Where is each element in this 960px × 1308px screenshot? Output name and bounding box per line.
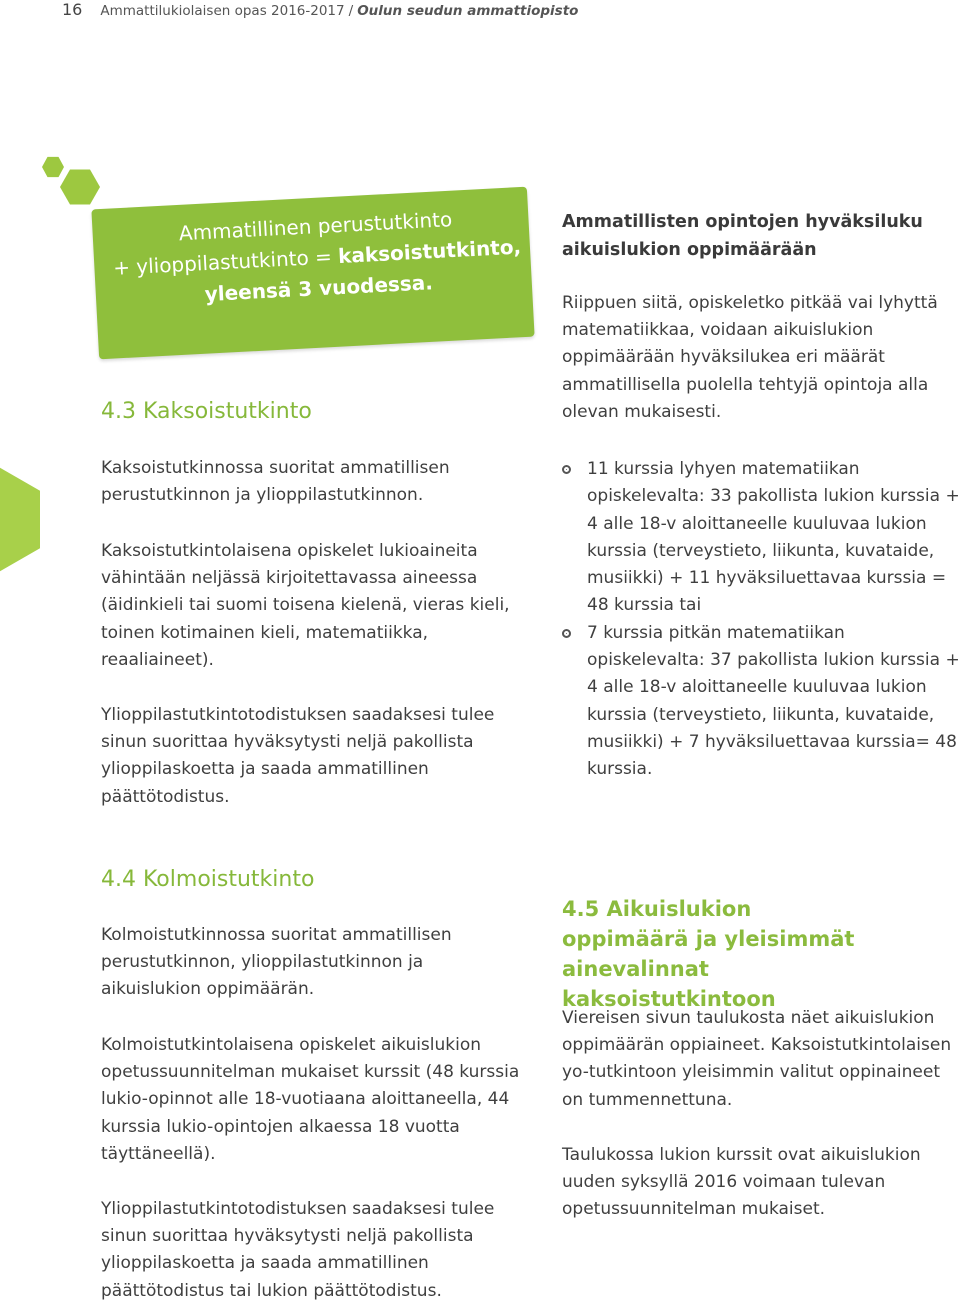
section-4-5-paragraph-1: Viereisen sivun taulukosta näet aikuislukion oppimäärän oppiaineet. Kaksoistutkintolaisen yo-tutkintoon yleisimmin valitut oppinaineet on tummennettuna. <box>562 1008 952 1110</box>
header-separator: / <box>348 3 354 19</box>
section-4-3-paragraph-3: Ylioppilastutkintotodistuksen saadaksesi tulee sinun suorittaa hyväksytysti neljä pakollista ylioppilaskoetta ja saada ammatillinen päättötodistus. <box>101 705 495 807</box>
page-header <box>62 0 578 19</box>
decor-side-hexagon <box>0 462 40 577</box>
section-4-4-paragraph-3: Ylioppilastutkintotodistuksen saadaksesi tulee sinun suorittaa hyväksytysti neljä pakollista ylioppilaskoetta ja saada ammatillinen päättötodistus tai lukion päättötodistus. <box>101 1199 495 1301</box>
decor-hexagon-small <box>42 156 64 178</box>
list-item: 7 kurssia pitkän matematiikan opiskelevalta: 37 pakollista lukion kurssia + 4 alle 18-v aloittaneelle kuuluvaa lukion kurssia (terveystieto, liikunta, kuvataide, musiikki) + 7 hyväksiluettavaa kurssia= 48 kurssia. <box>562 620 960 784</box>
bullet-icon <box>562 465 571 474</box>
section-4-4-heading: 4.4 Kolmoistutkinto <box>101 867 315 892</box>
hyvaksiluku-paragraph: Riippuen siitä, opiskeletko pitkää vai lyhyttä matematiikkaa, voidaan aikuislukion oppimäärään hyväksilukea eri määrät ammatillisella puolella tehtyjä opintoja alla olevan mukaisesti. <box>562 293 938 422</box>
section-4-5-heading: 4.5 Aikuislukion oppimäärä ja yleisimmät ainevalinnat kaksoistutkintoon <box>562 897 855 1011</box>
section-4-5-paragraph-2: Taulukossa lukion kurssit ovat aikuislukion uuden syksyllä 2016 voimaan tulevan opetussuunnitelman mukaiset. <box>562 1145 921 1220</box>
banner-line-3: yleensä 3 vuodessa. <box>204 270 434 307</box>
list-item: 11 kurssia lyhyen matematiikan opiskelevalta: 33 pakollista lukion kurssia + 4 alle 18-v aloittaneelle kuuluvaa lukion kurssia (terveystieto, liikunta, kuvataide, musiikki) + 11 hyväksiluettavaa kurssia = 48 kurssia tai <box>562 456 960 620</box>
decor-hexagon-medium <box>60 168 100 206</box>
page-number: 16 <box>62 0 83 19</box>
hyvaksiluku-bullet-list <box>562 456 960 784</box>
section-4-4-paragraph-1: Kolmoistutkinnossa suoritat ammatillisen perustutkinnon, ylioppilastutkinnon ja aikuislukion oppimäärän. <box>101 925 452 1000</box>
bullet-icon <box>562 629 571 638</box>
banner-line-2: + ylioppilastutkinto = kaksoistutkinto, <box>112 234 522 280</box>
section-4-3-heading: 4.3 Kaksoistutkinto <box>101 399 312 424</box>
section-4-3-paragraph-1: Kaksoistutkinnossa suoritat ammatillisen perustutkinnon ja ylioppilastutkinnon. <box>101 458 450 506</box>
section-4-4-paragraph-2: Kolmoistutkintolaisena opiskelet aikuislukion opetussuunnitelman mukaiset kurssit (48 kurssia lukio-opinnot alle 18-vuotiaana aloittaneella, 44 kurssia lukio-opintojen alkaessa 18 vuotta täyttäneellä). <box>101 1035 520 1164</box>
hyvaksiluku-heading: Ammatillisten opintojen hyväksiluku aikuislukion oppimäärään <box>562 212 923 260</box>
section-4-3-paragraph-2: Kaksoistutkintolaisena opiskelet lukioaineita vähintään neljässä kirjoitettavassa aineessa (äidinkieli tai suomi toisena kielenä, vieras kieli, toinen kotimainen kieli, matematiikka, reaaliaineet). <box>101 541 510 670</box>
organization-name: Oulun seudun ammattiopisto <box>357 3 579 19</box>
banner-line-1: Ammatillinen perustutkinto <box>178 207 453 246</box>
publication-title: Ammattilukiolaisen opas 2016-2017 <box>100 3 345 19</box>
